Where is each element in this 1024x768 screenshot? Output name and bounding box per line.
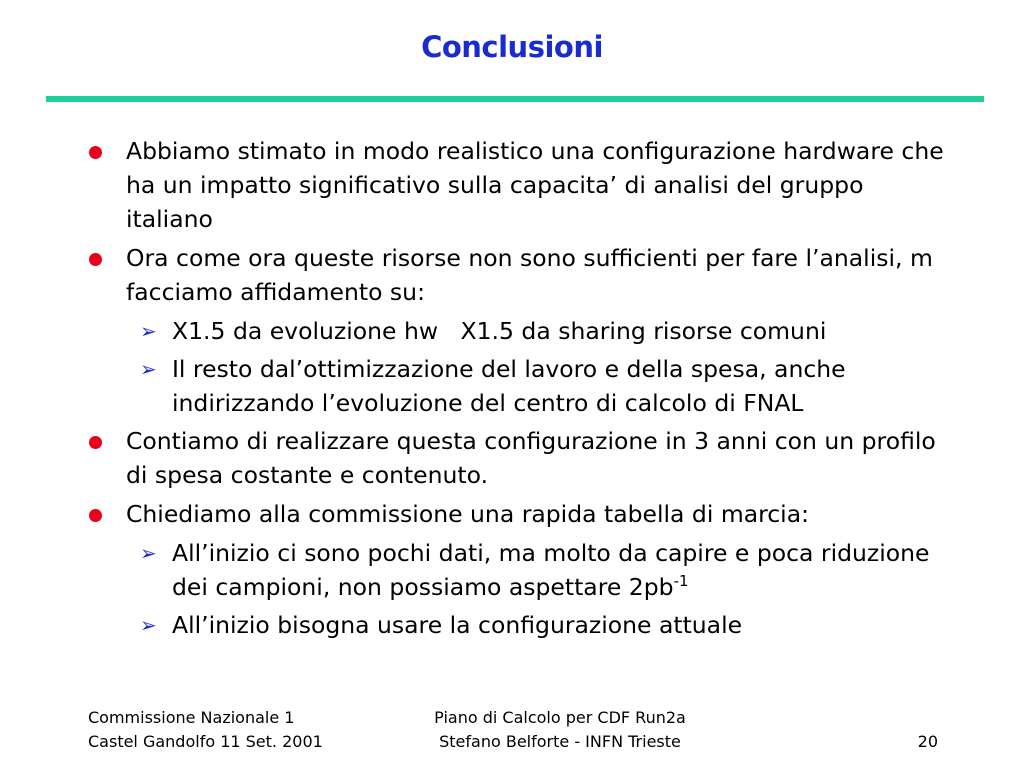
superscript-exponent: -1 — [673, 572, 689, 590]
bullet-text: Contiamo di realizzare questa configurazione in 3 anni con un profilo di spesa costante e contenuto. — [126, 427, 936, 489]
arrow-bullet-icon: ➢ — [140, 613, 157, 637]
footer-center-line2: Stefano Belforte - INFN Trieste — [439, 732, 681, 751]
bullet-text: Abbiamo stimato in modo realistico una configurazione hardware che ha un impatto significativo sulla capacita’ di analisi del gruppo italiano — [126, 137, 944, 233]
arrow-bullet-icon: ➢ — [140, 319, 157, 343]
title-divider — [46, 96, 984, 102]
slide-title: Conclusioni — [421, 30, 603, 64]
sub-bullet-item — [0, 608, 1024, 642]
footer-left — [88, 706, 323, 754]
footer-left-line2: Castel Gandolfo 11 Set. 2001 — [88, 732, 323, 751]
sub-bullet-item — [0, 314, 1024, 348]
sub-bullet-item — [0, 352, 1024, 420]
sub-bullet-item — [0, 536, 1024, 604]
bullet-item — [0, 424, 1024, 492]
bullet-item — [0, 497, 1024, 531]
arrow-bullet-icon: ➢ — [140, 357, 157, 381]
page-number: 20 — [917, 732, 938, 751]
bullet-text: Ora come ora queste risorse non sono sufficienti per fare l’analisi, m facciamo affidamento su: — [126, 244, 933, 306]
red-bullet-icon — [89, 509, 102, 522]
bullet-item — [0, 134, 1024, 236]
sub-bullet-text: Il resto dal’ottimizzazione del lavoro e della spesa, anche indirizzando l’evoluzione del centro di calcolo di FNAL — [172, 355, 846, 417]
footer-left-line1: Commissione Nazionale 1 — [88, 708, 295, 727]
footer-center — [360, 706, 760, 754]
footer-center-line1: Piano di Calcolo per CDF Run2a — [434, 708, 686, 727]
slide-content — [0, 134, 1024, 646]
bullet-item — [0, 241, 1024, 309]
bullet-text: Chiediamo alla commissione una rapida tabella di marcia: — [126, 500, 810, 528]
sub-bullet-text: All’inizio bisogna usare la configurazione attuale — [172, 611, 743, 639]
red-bullet-icon — [89, 436, 102, 449]
red-bullet-icon — [89, 146, 102, 159]
arrow-bullet-icon: ➢ — [140, 541, 157, 565]
sub-bullet-text: All’inizio ci sono pochi dati, ma molto da capire e poca riduzione dei campioni, non possiamo aspettare 2pb — [172, 539, 930, 601]
red-bullet-icon — [89, 253, 102, 266]
sub-bullet-text: X1.5 da evoluzione hw X1.5 da sharing risorse comuni — [172, 317, 827, 345]
